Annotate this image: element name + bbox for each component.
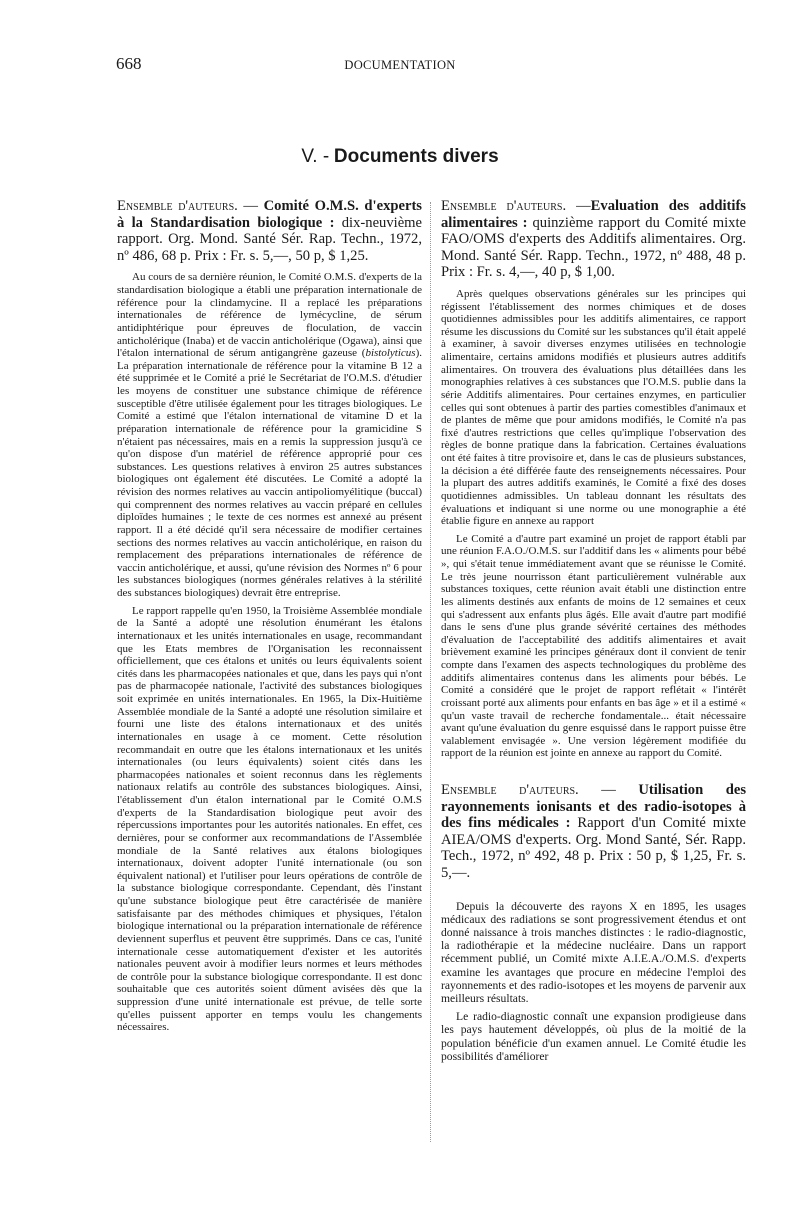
entry-dash: —	[578, 782, 639, 799]
entry-paragraph: Le Comité a d'autre part examiné un projet de rapport établi par une réunion F.A.O./O.M.S. sur l'additif dans les « aliments pour bébé », qui s'était tenue immédiatement avant que se réunisse le Comité. Le très jeune nourrisson étant particulièrement vulnérable aux substances toxiques, cette réunion avait établi une distinction entre les aliments destinés aux enfants de moins de 12 semaines et ceux qui s'adressent aux enfants plus âgés. Elle avait d'autre part modifié dans le sens d'une plus grande sévérité certaines des méthodes d'évaluation de l'acceptabilité des additifs alimentaires et avait brièvement examiné les principes généraux dont il convient de tenir compte dans l'examen des aspects technologiques du problème des additifs alimentaires contenus dans les aliments pour bébés. Le Comité a considéré que le projet de rapport reflétait « l'intérêt croissant porté aux aliments pour enfants en bas âge » et il a estimé « qu'un vaste travail de recherche fondamentale... était nécessaire avant qu'une évaluation du genre esquissé dans le rapport puisse être valablement envisagée ». Une version légèrement modifiée du rapport de la réunion est jointe en annexe au rapport du Comité.	[441, 532, 746, 760]
section-title	[0, 146, 800, 168]
entry-paragraph: Après quelques observations générales sur les principes qui régissent l'établissement des normes chimiques et de doses quotidiennes admissibles pour les additifs alimentaires, ce rapport résume les discussions du Comité sur les substances qu'il était appelé à examiner, à savoir diverses enzymes utilisées en technologie alimentaire, certains amidons modifiés et plusieurs autres additifs alimentaires. On trouvera des évaluations plus détaillées dans les monographies relatives à ces substances que l'O.M.S. publie dans la série Additifs alimentaires. Pour certaines enzymes, en particulier celles qui sont obtenues à partir des parties comestibles d'animaux et de plantes de même que pour amidons modifiés, le Comité n'a pas fixé d'autres restrictions que celles qu'implique l'observation des règles de bonne pratique dans la fabrication. Certaines évaluations ont été faites à titre provisoire et, dans le cas de plusieurs substances, la décision a été différée faute des renseignements nécessaires. Pour la plupart des autres additifs examinés, le Comité a fixé des doses quotidiennes admissibles. Un tableau donnant les résultats des évaluations et indiquant si une norme ou une monographie a été établie figure en annexe au rapport	[441, 287, 746, 528]
entry-title: Utilisation des rayonnements ionisants et des radio-isotopes à des fins médicales :	[441, 782, 746, 832]
entry-title: Comité O.M.S. d'experts à la Standardisation biologique :	[117, 198, 422, 231]
entry-body	[117, 271, 422, 1034]
entry-heading	[117, 198, 422, 264]
paragraph-text: ). La préparation internationale de référence pour la vitamine B 12 a été supprimée et le Comité a prié le Secrétariat de l'O.M.S. d'étudier les moyens de constituer une substance chimique de référence susceptible d'être utilisée également pour les titrages biologiques. Le Comité a estimé que l'étalon international de vitamine D et la préparation internationale de référence pour la gramicidine S n'étaient pas nécessaires, mais en a remis la suppression jusqu'à ce qu'on dispose d'un matériel de référence approprié pour ces substances. Les questions relatives à environ 25 autres substances biologiques ont également été discutées. Le Comité a adopté la révision des normes relatives au vaccin antipoliomyélitique (buccal) qui comprennent des normes relatives au vaccin préparé en cellules diploïdes humaines ; le texte de ces normes est annexé au présent rapport. Il a été décidé qu'il sera nécessaire de modifier certaines sections des normes relatives au vaccin anticholérique, en raison du remplacement des préparations internationales de référence de vaccin anticholérique, et aussi, qu'une révision des Normes nº 6 pour les substances biologiques (normes générales relatives à la stérilité des substances biologiques) devrait être entreprise.	[117, 347, 422, 599]
entry-paragraph: Depuis la découverte des rayons X en 1895, les usages médicaux des radiations se sont progressivement étendus et ont donné naissance à trois manches distinctes : le radio-diagnostic, la radiothérapie et la médecine nucléaire. Dans un rapport récemment publié, un Comité mixte A.I.E.A./O.M.S. d'experts examine les avantages que procure en médecine l'emploi des rayonnements et des radio-isotopes et les moyens de parvenir aux meilleurs résultats.	[441, 899, 746, 1006]
entry-title: Evaluation des additifs alimentaires :	[441, 198, 746, 231]
entry-paragraph: Le radio-diagnostic connaît une expansion prodigieuse dans les pays hautement développés, où plus de la moitié de la population bénéficie d'un examen annuel. Le Comité étudie les possibilités d'améliorer	[441, 1010, 746, 1063]
entry-author: Ensemble d'auteurs.	[441, 782, 579, 799]
entry-additifs-alimentaires	[441, 198, 746, 760]
entry-paragraph: Le rapport rappelle qu'en 1950, la Troisième Assemblée mondiale de la Santé a adopté une résolution énumérant les étalons internationaux et les unités internationales en usage, recommandant que les Etats membres de l'Organisation les reconnaissent officiellement, que ces étalons et unités ou leurs équivalents soient cités dans les pharmacopées nationales et que, dans les pays qui n'ont pas de pharmacopée nationale, l'activité des substances biologiques soit exprimée en unités internationales. En 1965, la Dix-Huitième Assemblée mondiale de la Santé a adopté une résolution similaire et fourni une liste des étalons internationaux et des unités internationales en usage à ce moment. Cette résolution recommandait en outre que les étalons internationaux et les unités internationales (ou leurs équivalents) soient cités dans les pharmacopées nationales et soient reconnus dans les règlements nationaux relatifs au contrôle des substances biologiques. Ainsi, l'établissement d'un étalon international par le Comité O.M.S d'experts de la Standardisation biologique peut avoir des répercussions importantes pour les autorités nationales. En effet, ces dernières, pour se conformer aux recommandations de l'Assemblée mondiale de la Santé relatives aux étalons biologiques internationaux, doivent adopter l'unité internationale (ou son équivalent national) et l'utiliser pour leurs opérations de contrôle de la substance biologique correspondante. Cependant, dès l'instant qu'une substance biologique peut être caractérisée de manière satisfaisante par des méthodes chimiques et physiques, l'étalon biologique international ou la préparation internationale de référence deviennent superflus et peuvent être supprimés. Dans ce cas, l'unité internationale cesse automatiquement d'exister et les autorités nationales peuvent avoir à modifier leurs normes et leurs méthodes de contrôle pour la substance biologique correspondante. Il est donc souhaitable que ces autorités soient dûment avisées dès que la suppression d'une unité internationale est prévue, de telle sorte qu'elles puissent apporter en temps voulu les changements nécessaires.	[117, 604, 423, 1034]
entry-body	[441, 288, 746, 760]
entry-rayonnements-ionisants	[441, 782, 746, 1063]
left-column	[117, 198, 422, 1034]
entry-author: Ensemble d'auteurs.	[117, 198, 238, 214]
entry-paragraph	[117, 271, 422, 599]
entry-heading	[441, 782, 746, 882]
entry-author: Ensemble d'auteurs.	[441, 198, 567, 214]
entry-heading	[441, 198, 746, 281]
running-title: DOCUMENTATION	[344, 58, 456, 72]
entry-standardisation-biologique	[117, 198, 422, 1034]
section-name: Documents divers	[333, 146, 499, 167]
entry-dash: —	[566, 198, 591, 214]
right-column	[441, 198, 746, 1063]
section-number: V. -	[301, 146, 330, 167]
entry-dash: —	[237, 198, 264, 214]
entry-citation: quinzième rapport du Comité mixte FAO/OMS d'experts des Additifs alimentaires. Org. Mond. Santé Sér. Rapp. Techn., 1972, nº 488, 48 p. Prix : Fr. s. 4,—, 40 p, $ 1,00.	[441, 214, 746, 281]
page-number: 668	[116, 54, 142, 73]
entry-body	[441, 900, 746, 1063]
paragraph-text: Au cours de sa dernière réunion, le Comité O.M.S. d'experts de la standardisation biologique a établi une préparation internationale de référence pour la clindamycine. Il a replacé les préparations internationales de référence de lymécycline, de sérum antidiphtérique pour épreuves de floculation, de vaccin anticholérique (Inaba) et de vaccin anticholérique (Ogawa), ainsi que l'étalon international de sérum antigangrène gazeuse (	[117, 271, 422, 360]
italic-term: bistolyticus	[365, 347, 416, 360]
entry-citation: dix-neuvième rapport. Org. Mond. Santé Sér. Rap. Techn., 1972, nº 486, 68 p. Prix : Fr. s. 5,—, 50 p, $ 1,25.	[117, 214, 422, 264]
entry-citation: Rapport d'un Comité mixte AIEA/OMS d'experts. Org. Mond Santé, Sér. Rapp. Tech., 1972, nº 492, 48 p. Prix : 50 p, $ 1,25, Fr. s. 5,—.	[441, 815, 746, 882]
column-divider	[430, 202, 431, 1142]
